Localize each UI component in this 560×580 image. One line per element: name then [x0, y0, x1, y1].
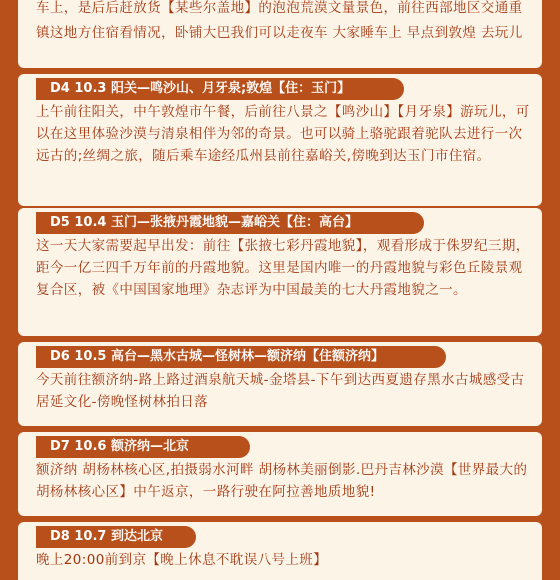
day-header-d7: D7 10.6 额济纳—北京: [36, 436, 250, 458]
day-description-d8: 晚上20:00前到京【晚上休息不耽误八号上班】: [36, 552, 328, 568]
top-description: 车上，是后后赶放货【某些尔盖地】的泡泡荒漠文量景色，前往西部地区交通重镇这地方住宿看情况，卧铺大巴我们可以走夜车 大家睡车上 早点到敦煌 去玩儿: [36, 0, 523, 41]
day-header-d8: D8 10.7 到达北京: [36, 526, 196, 548]
day-description-d6: 今天前往额济纳-路上路过酒泉航天城-金塔县-下午到达西夏遗存黑水古城感受古居延文化-傍晚怪树林拍日落: [36, 372, 525, 410]
day-description-d4: 上午前往阳关，中午敦煌市午餐，后前往八景之【鸣沙山】【月牙泉】游玩儿，可以在这里体验沙漠与清泉相伴为邻的奇景。也可以骑上骆驼跟着驼队去进行一次远古的;丝绸之旅，随后乘车途经瓜州县前往嘉峪关,傍晚到达玉门市住宿。: [36, 104, 530, 164]
day-description-d5: 这一天大家需要起早出发：前往【张掖七彩丹霞地貌】，观看形成于侏罗纪三期，距今一亿三四千万年前的丹霞地貌。这里是国内唯一的丹霞地貌与彩色丘陵景观复合区，被《中国国家地理》杂志评为中国最美的七大丹霞地貌之一。: [36, 238, 530, 298]
itinerary-card-top: [18, 0, 542, 68]
itinerary-card-d8: [18, 522, 542, 580]
day-description-d7: 额济纳 胡杨林核心区,拍摄弱水河畔 胡杨林美丽倒影.巴丹吉林沙漠【世界最大的胡杨林核心区】中午返京，一路行驶在阿拉善地质地貌!: [36, 462, 528, 500]
day-header-d6: D6 10.5 高台—黑水古城—怪树林—额济纳【住额济纳】: [36, 346, 446, 368]
itinerary-card-d6: [18, 342, 542, 426]
day-header-d5: D5 10.4 玉门—张掖丹霞地貌—嘉峪关【住：高台】: [36, 212, 424, 234]
itinerary-card-d7: [18, 432, 542, 516]
itinerary-card-d5: [18, 208, 542, 336]
day-header-d4: D4 10.3 阳关—鸣沙山、月牙泉;敦煌【住：玉门】: [36, 78, 404, 100]
itinerary-card-d4: [18, 74, 542, 206]
